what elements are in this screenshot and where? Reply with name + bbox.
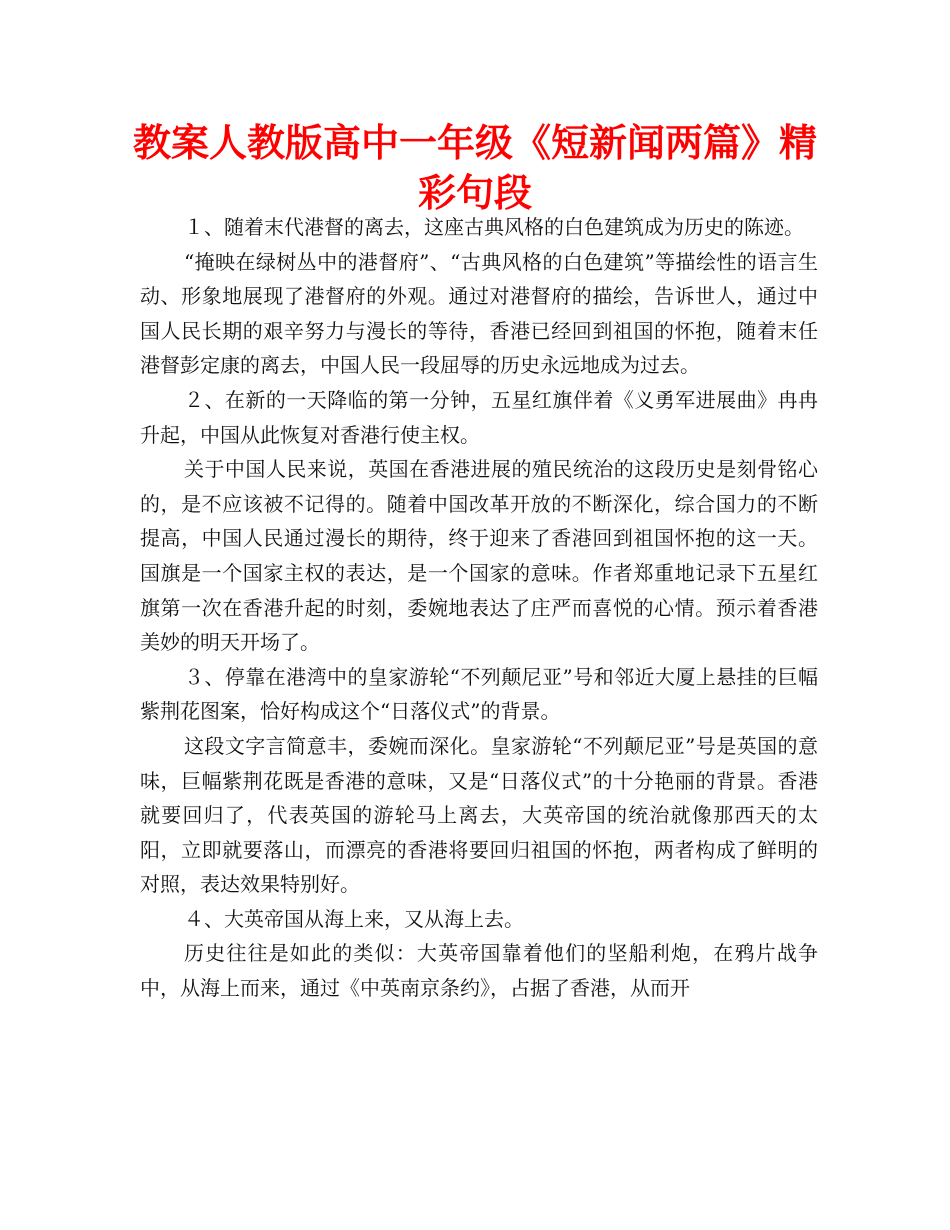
paragraph: ２、在新的一天降临的第一分钟，五星红旗伴着《义勇军进展曲》冉冉升起，中国从此恢复对香港行使主权。 xyxy=(140,387,818,447)
paragraph: ４、大英帝国从海上来，又从海上去。 xyxy=(184,906,524,931)
paragraph: 历史往往是如此的类似：大英帝国靠着他们的坚船利炮，在鸦片战争中，从海上而来，通过《中英南京条约》，占据了香港，从而开 xyxy=(140,941,818,1001)
paragraph: ３、停靠在港湾中的皇家游轮“不列颠尼亚”号和邻近大厦上悬挂的巨幅紫荆花图案，恰好构成这个“日落仪式”的背景。 xyxy=(140,664,818,724)
document-title: 教案人教版高中一年级《短新闻两篇》精彩句段 xyxy=(132,121,817,215)
document-body xyxy=(140,210,818,1006)
paragraph: “掩映在绿树丛中的港督府”、“古典风格的白色建筑”等描绘性的语言生动、形象地展现了港督府的外观。通过对港督府的描绘，告诉世人，通过中国人民长期的艰辛努力与漫长的等待，香港已经回到祖国的怀抱，随着末任港督彭定康的离去，中国人民一段屈辱的历史永远地成为过去。 xyxy=(140,249,818,378)
paragraph: 关于中国人民来说，英国在香港进展的殖民统治的这段历史是刻骨铭心的，是不应该被不记得的。随着中国改革开放的不断深化，综合国力的不断提高，中国人民通过漫长的期待，终于迎来了香港回到祖国怀抱的这一天。国旗是一个国家主权的表达，是一个国家的意味。作者郑重地记录下五星红旗第一次在香港升起的时刻，委婉地表达了庄严而喜悦的心情。预示着香港美妙的明天开场了。 xyxy=(140,457,818,655)
paragraph: 这段文字言简意丰，委婉而深化。皇家游轮“不列颠尼亚”号是英国的意味，巨幅紫荆花既是香港的意味，又是“日落仪式”的十分艳丽的背景。香港就要回归了，代表英国的游轮马上离去，大英帝国的统治就像那西天的太阳，立即就要落山，而漂亮的香港将要回归祖国的怀抱，两者构成了鲜明的对照，表达效果特别好。 xyxy=(140,733,818,897)
paragraph: １、随着末代港督的离去，这座古典风格的白色建筑成为历史的陈迹。 xyxy=(184,215,804,239)
